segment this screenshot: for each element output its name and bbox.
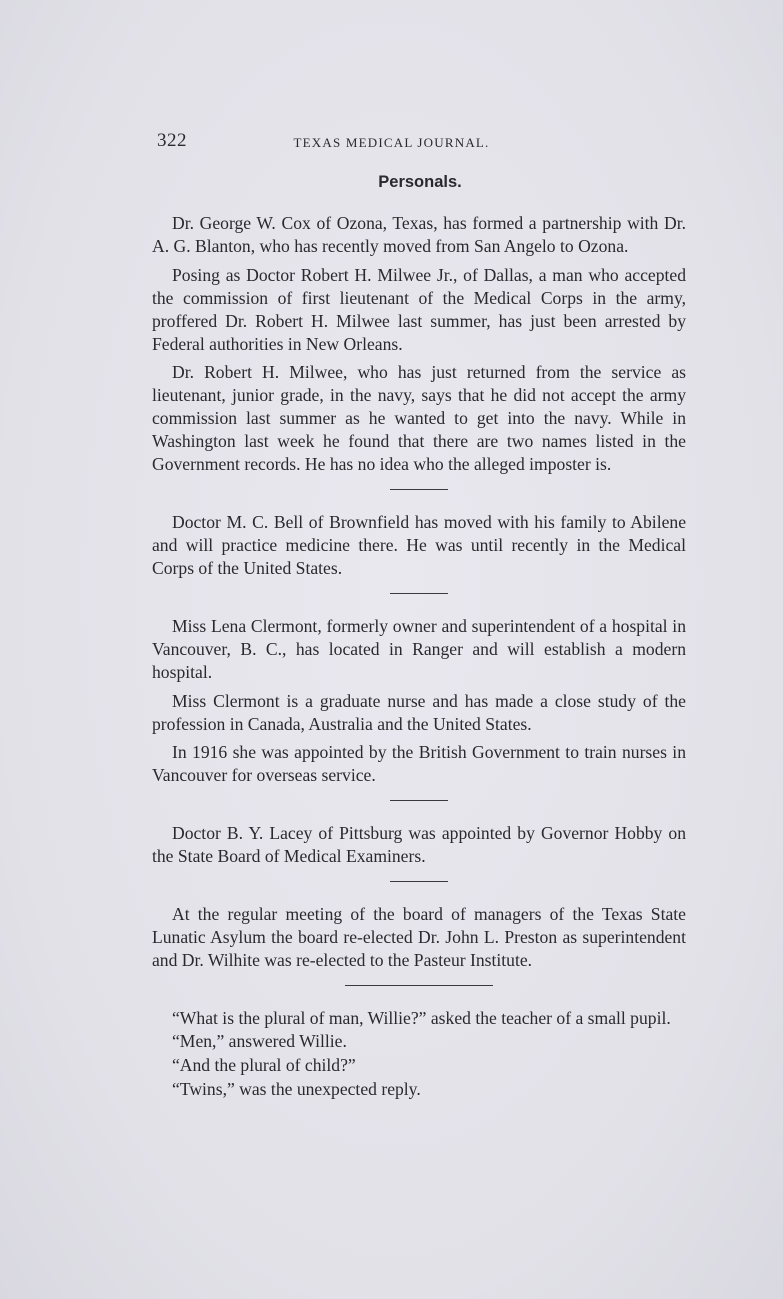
paragraph-clermont-1: Miss Lena Clermont, formerly owner and superintendent of a hospital in Vancouver, B. C., has located in Ranger and will establish a modern hospital. xyxy=(152,616,686,682)
paragraph-cox: Dr. George W. Cox of Ozona, Texas, has formed a partnership with Dr. A. G. Blanton, who has recently moved from San Angelo to Ozona. xyxy=(152,213,686,256)
running-head: TEXAS MEDICAL JOURNAL. xyxy=(293,135,490,150)
paragraph-asylum: At the regular meeting of the board of managers of the Texas State Lunatic Asylum the board re-elected Dr. John L. Preston as superintendent and Dr. Wilhite was re-elected to the Pasteur Institute. xyxy=(152,904,686,970)
joke-line: “And the plural of child?” xyxy=(172,1055,356,1075)
joke-anecdote xyxy=(152,1007,686,1101)
page-number: 322 xyxy=(157,130,187,151)
paragraph-milwee-statement: Dr. Robert H. Milwee, who has just returned from the service as lieutenant, junior grade, in the navy, says that he did not accept the army commission last summer as he wanted to get into the navy. While in Washington last week he found that there are two names listed in the Government records. He has no idea who the alleged imposter is. xyxy=(152,362,686,474)
joke-line: “Men,” answered Willie. xyxy=(172,1031,347,1051)
section-title: Personals. xyxy=(378,173,462,191)
paragraph-clermont-2: Miss Clermont is a graduate nurse and has made a close study of the profession in Canada, Australia and the United States. xyxy=(152,690,686,734)
joke-line: “What is the plural of man, Willie?” asked the teacher of a small pupil. xyxy=(172,1008,671,1028)
separator-rule-long xyxy=(345,985,493,986)
paragraph-clermont-3: In 1916 she was appointed by the British Government to train nurses in Vancouver for overseas service. xyxy=(152,742,686,785)
separator-rule xyxy=(390,489,448,490)
paragraph-milwee-imposter: Posing as Doctor Robert H. Milwee Jr., of Dallas, a man who accepted the commission of first lieutenant of the Medical Corps in the army, proffered Dr. Robert H. Milwee last summer, has just been arrested by Federal authorities in New Orleans. xyxy=(152,264,686,354)
paragraph-lacey: Doctor B. Y. Lacey of Pittsburg was appointed by Governor Hobby on the State Board of Medical Examiners. xyxy=(152,823,686,866)
separator-rule xyxy=(390,593,448,594)
separator-rule xyxy=(390,800,448,801)
article-body xyxy=(152,212,686,1102)
joke-line: “Twins,” was the unexpected reply. xyxy=(172,1079,421,1099)
separator-rule xyxy=(390,881,448,882)
paragraph-bell: Doctor M. C. Bell of Brownfield has moved with his family to Abilene and will practice medicine there. He was until recently in the Medical Corps of the United States. xyxy=(152,512,686,578)
